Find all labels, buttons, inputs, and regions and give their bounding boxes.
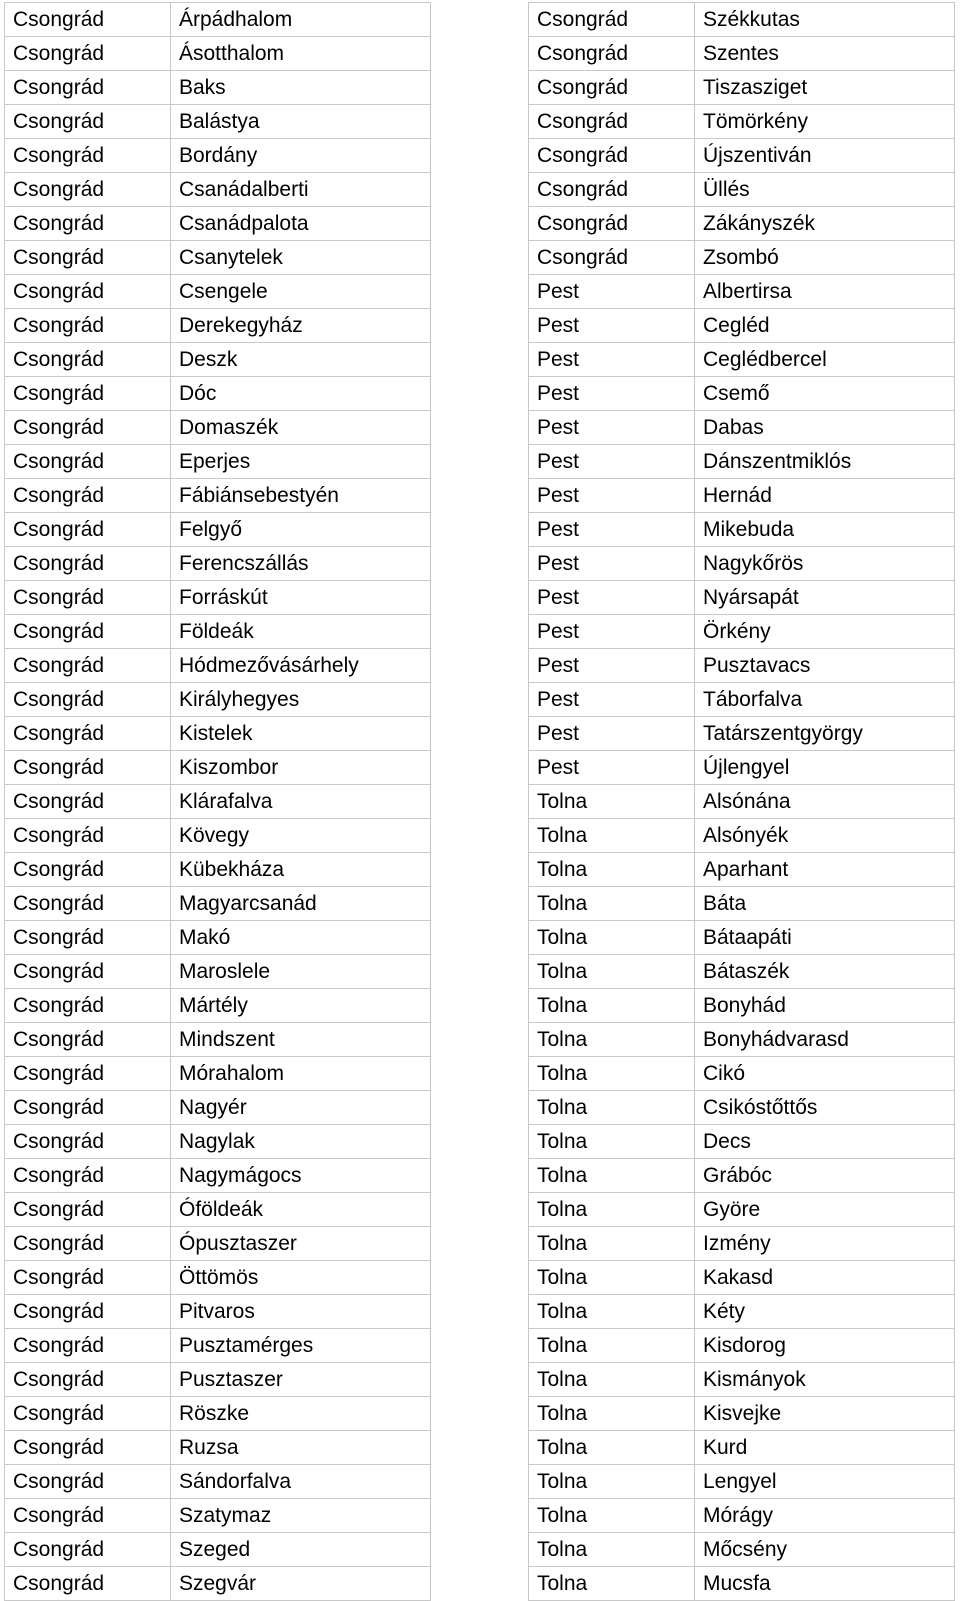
- settlement-cell: Forráskút: [171, 581, 431, 615]
- settlement-cell: Tatárszentgyörgy: [695, 717, 955, 751]
- county-cell: Csongrád: [5, 955, 171, 989]
- settlement-cell: Kismányok: [695, 1363, 955, 1397]
- county-cell: Tolna: [529, 1465, 695, 1499]
- table-row: [5, 1567, 431, 1601]
- table-row: [5, 1091, 431, 1125]
- county-cell: Tolna: [529, 989, 695, 1023]
- table-row: [5, 309, 431, 343]
- table-row: [529, 615, 955, 649]
- table-row: [5, 921, 431, 955]
- county-cell: Tolna: [529, 1533, 695, 1567]
- county-cell: Csongrád: [5, 887, 171, 921]
- table-row: [529, 37, 955, 71]
- settlement-cell: Nagylak: [171, 1125, 431, 1159]
- settlement-cell: Mindszent: [171, 1023, 431, 1057]
- table-row: [5, 989, 431, 1023]
- table-row: [5, 649, 431, 683]
- county-cell: Tolna: [529, 1023, 695, 1057]
- settlement-cell: Alsónyék: [695, 819, 955, 853]
- table-row: [5, 139, 431, 173]
- table-row: [529, 411, 955, 445]
- county-cell: Csongrád: [5, 513, 171, 547]
- table-row: [5, 37, 431, 71]
- table-row: [5, 581, 431, 615]
- settlement-cell: Kisvejke: [695, 1397, 955, 1431]
- table-row: [5, 1193, 431, 1227]
- settlement-cell: Hódmezővásárhely: [171, 649, 431, 683]
- settlement-cell: Dóc: [171, 377, 431, 411]
- county-cell: Csongrád: [529, 173, 695, 207]
- settlement-cell: Szeged: [171, 1533, 431, 1567]
- settlement-cell: Pusztavacs: [695, 649, 955, 683]
- county-cell: Tolna: [529, 1397, 695, 1431]
- county-cell: Csongrád: [5, 139, 171, 173]
- county-cell: Csongrád: [529, 241, 695, 275]
- county-cell: Pest: [529, 411, 695, 445]
- table-row: [5, 1227, 431, 1261]
- table-row: [529, 547, 955, 581]
- settlement-cell: Nagymágocs: [171, 1159, 431, 1193]
- table-row: [5, 1397, 431, 1431]
- county-cell: Csongrád: [529, 105, 695, 139]
- settlement-cell: Újszentiván: [695, 139, 955, 173]
- table-row: [5, 955, 431, 989]
- county-cell: Csongrád: [5, 1465, 171, 1499]
- settlement-cell: Mórahalom: [171, 1057, 431, 1091]
- settlement-cell: Albertirsa: [695, 275, 955, 309]
- county-cell: Pest: [529, 479, 695, 513]
- settlement-cell: Csikóstőttős: [695, 1091, 955, 1125]
- table-row: [5, 377, 431, 411]
- county-cell: Pest: [529, 683, 695, 717]
- county-cell: Csongrád: [5, 3, 171, 37]
- county-cell: Csongrád: [5, 649, 171, 683]
- settlement-cell: Felgyő: [171, 513, 431, 547]
- settlement-cell: Örkény: [695, 615, 955, 649]
- settlement-cell: Derekegyház: [171, 309, 431, 343]
- county-cell: Csongrád: [5, 1295, 171, 1329]
- county-cell: Csongrád: [5, 1159, 171, 1193]
- county-cell: Csongrád: [5, 275, 171, 309]
- county-cell: Csongrád: [5, 547, 171, 581]
- table-row: [5, 853, 431, 887]
- settlement-cell: Röszke: [171, 1397, 431, 1431]
- settlement-cell: Domaszék: [171, 411, 431, 445]
- table-row: [529, 1295, 955, 1329]
- county-cell: Tolna: [529, 1261, 695, 1295]
- table-row: [5, 717, 431, 751]
- settlement-cell: Földeák: [171, 615, 431, 649]
- county-cell: Csongrád: [529, 37, 695, 71]
- settlement-cell: Mórágy: [695, 1499, 955, 1533]
- settlement-cell: Klárafalva: [171, 785, 431, 819]
- county-cell: Csongrád: [5, 1261, 171, 1295]
- settlement-cell: Dabas: [695, 411, 955, 445]
- table-row: [529, 581, 955, 615]
- settlement-cell: Szentes: [695, 37, 955, 71]
- table-row: [529, 989, 955, 1023]
- settlement-cell: Üllés: [695, 173, 955, 207]
- county-cell: Csongrád: [5, 1431, 171, 1465]
- table-row: [529, 751, 955, 785]
- table-row: [529, 887, 955, 921]
- county-cell: Csongrád: [5, 309, 171, 343]
- settlement-cell: Decs: [695, 1125, 955, 1159]
- table-row: [529, 513, 955, 547]
- table-row: [5, 1261, 431, 1295]
- county-cell: Pest: [529, 717, 695, 751]
- county-cell: Csongrád: [5, 853, 171, 887]
- settlement-cell: Árpádhalom: [171, 3, 431, 37]
- table-row: [529, 853, 955, 887]
- table-row: [5, 71, 431, 105]
- settlement-cell: Nyársapát: [695, 581, 955, 615]
- table-row: [529, 1499, 955, 1533]
- table-row: [5, 751, 431, 785]
- settlement-cell: Tömörkény: [695, 105, 955, 139]
- settlements-table-right: [528, 2, 955, 1601]
- settlement-cell: Balástya: [171, 105, 431, 139]
- table-row: [529, 445, 955, 479]
- county-cell: Tolna: [529, 1295, 695, 1329]
- settlement-cell: Eperjes: [171, 445, 431, 479]
- settlement-cell: Nagykőrös: [695, 547, 955, 581]
- county-cell: Csongrád: [5, 1499, 171, 1533]
- table-row: [529, 309, 955, 343]
- settlement-cell: Mőcsény: [695, 1533, 955, 1567]
- settlement-cell: Kisdorog: [695, 1329, 955, 1363]
- settlement-cell: Kistelek: [171, 717, 431, 751]
- settlement-cell: Szatymaz: [171, 1499, 431, 1533]
- table-row: [5, 1363, 431, 1397]
- settlement-cell: Kübekháza: [171, 853, 431, 887]
- settlement-cell: Királyhegyes: [171, 683, 431, 717]
- county-cell: Tolna: [529, 785, 695, 819]
- county-cell: Tolna: [529, 1227, 695, 1261]
- settlement-cell: Baks: [171, 71, 431, 105]
- settlement-cell: Mártély: [171, 989, 431, 1023]
- table-row: [529, 343, 955, 377]
- county-cell: Tolna: [529, 1499, 695, 1533]
- county-cell: Csongrád: [5, 1193, 171, 1227]
- county-cell: Tolna: [529, 819, 695, 853]
- settlement-cell: Mikebuda: [695, 513, 955, 547]
- settlement-cell: Csanádpalota: [171, 207, 431, 241]
- settlement-cell: Aparhant: [695, 853, 955, 887]
- settlement-cell: Ceglédbercel: [695, 343, 955, 377]
- settlement-cell: Cegléd: [695, 309, 955, 343]
- settlement-cell: Székkutas: [695, 3, 955, 37]
- settlement-cell: Pitvaros: [171, 1295, 431, 1329]
- county-cell: Pest: [529, 615, 695, 649]
- table-row: [5, 819, 431, 853]
- county-cell: Csongrád: [5, 989, 171, 1023]
- settlement-cell: Öttömös: [171, 1261, 431, 1295]
- county-cell: Tolna: [529, 1125, 695, 1159]
- settlement-cell: Nagyér: [171, 1091, 431, 1125]
- settlement-cell: Szegvár: [171, 1567, 431, 1601]
- table-row: [5, 411, 431, 445]
- county-cell: Tolna: [529, 1057, 695, 1091]
- county-cell: Csongrád: [5, 105, 171, 139]
- table-row: [529, 1159, 955, 1193]
- county-cell: Csongrád: [5, 479, 171, 513]
- table-row: [5, 513, 431, 547]
- settlement-cell: Bonyhádvarasd: [695, 1023, 955, 1057]
- county-cell: Csongrád: [5, 241, 171, 275]
- county-cell: Tolna: [529, 853, 695, 887]
- county-cell: Csongrád: [5, 819, 171, 853]
- table-row: [529, 1057, 955, 1091]
- settlement-cell: Kiszombor: [171, 751, 431, 785]
- settlement-cell: Csemő: [695, 377, 955, 411]
- table-row: [529, 1363, 955, 1397]
- county-cell: Csongrád: [5, 1567, 171, 1601]
- table-row: [529, 717, 955, 751]
- settlement-cell: Kéty: [695, 1295, 955, 1329]
- table-row: [5, 1329, 431, 1363]
- table-row: [529, 683, 955, 717]
- county-cell: Pest: [529, 445, 695, 479]
- table-row: [529, 207, 955, 241]
- county-cell: Csongrád: [529, 207, 695, 241]
- county-cell: Csongrád: [5, 411, 171, 445]
- table-row: [5, 173, 431, 207]
- table-row: [5, 1159, 431, 1193]
- county-cell: Csongrád: [5, 785, 171, 819]
- settlement-cell: Györe: [695, 1193, 955, 1227]
- table-row: [5, 1533, 431, 1567]
- settlement-cell: Deszk: [171, 343, 431, 377]
- settlement-cell: Csanádalberti: [171, 173, 431, 207]
- table-row: [5, 343, 431, 377]
- settlement-cell: Kakasd: [695, 1261, 955, 1295]
- county-cell: Csongrád: [5, 1091, 171, 1125]
- settlement-cell: Zsombó: [695, 241, 955, 275]
- settlement-cell: Ruzsa: [171, 1431, 431, 1465]
- table-row: [529, 275, 955, 309]
- settlement-cell: Bordány: [171, 139, 431, 173]
- county-cell: Csongrád: [5, 1227, 171, 1261]
- table-row: [529, 173, 955, 207]
- table-row: [5, 1499, 431, 1533]
- county-cell: Tolna: [529, 1567, 695, 1601]
- county-cell: Tolna: [529, 1431, 695, 1465]
- table-row: [5, 207, 431, 241]
- county-cell: Csongrád: [5, 71, 171, 105]
- table-row: [529, 1193, 955, 1227]
- table-row: [529, 785, 955, 819]
- settlement-cell: Pusztamérges: [171, 1329, 431, 1363]
- county-cell: Csongrád: [5, 1397, 171, 1431]
- table-row: [529, 1261, 955, 1295]
- table-row: [5, 241, 431, 275]
- county-cell: Csongrád: [5, 207, 171, 241]
- settlement-cell: Báta: [695, 887, 955, 921]
- county-cell: Csongrád: [5, 1533, 171, 1567]
- settlement-cell: Kövegy: [171, 819, 431, 853]
- county-cell: Pest: [529, 581, 695, 615]
- county-cell: Pest: [529, 649, 695, 683]
- table-row: [529, 105, 955, 139]
- settlement-cell: Pusztaszer: [171, 1363, 431, 1397]
- county-cell: Csongrád: [5, 445, 171, 479]
- county-cell: Csongrád: [529, 139, 695, 173]
- settlement-cell: Dánszentmiklós: [695, 445, 955, 479]
- table-row: [5, 445, 431, 479]
- table-row: [529, 649, 955, 683]
- settlement-cell: Cikó: [695, 1057, 955, 1091]
- table-row: [529, 1397, 955, 1431]
- table-row: [5, 1295, 431, 1329]
- table-row: [529, 139, 955, 173]
- settlement-cell: Kurd: [695, 1431, 955, 1465]
- table-body-right: [529, 3, 955, 1601]
- settlement-cell: Maroslele: [171, 955, 431, 989]
- settlement-cell: Újlengyel: [695, 751, 955, 785]
- settlement-cell: Zákányszék: [695, 207, 955, 241]
- table-row: [529, 1567, 955, 1601]
- settlement-cell: Sándorfalva: [171, 1465, 431, 1499]
- table-row: [5, 1023, 431, 1057]
- table-row: [5, 683, 431, 717]
- settlement-cell: Bátaapáti: [695, 921, 955, 955]
- table-row: [529, 241, 955, 275]
- county-cell: Csongrád: [5, 343, 171, 377]
- county-cell: Csongrád: [529, 71, 695, 105]
- settlement-cell: Magyarcsanád: [171, 887, 431, 921]
- county-cell: Csongrád: [5, 751, 171, 785]
- settlement-cell: Óföldeák: [171, 1193, 431, 1227]
- settlement-cell: Bonyhád: [695, 989, 955, 1023]
- county-cell: Csongrád: [5, 615, 171, 649]
- table-row: [5, 547, 431, 581]
- county-cell: Pest: [529, 377, 695, 411]
- county-cell: Csongrád: [5, 683, 171, 717]
- table-row: [5, 1465, 431, 1499]
- table-row: [529, 1533, 955, 1567]
- county-cell: Csongrád: [5, 1057, 171, 1091]
- county-cell: Pest: [529, 751, 695, 785]
- settlement-cell: Alsónána: [695, 785, 955, 819]
- settlement-cell: Ásotthalom: [171, 37, 431, 71]
- county-cell: Pest: [529, 343, 695, 377]
- table-row: [5, 887, 431, 921]
- settlement-cell: Hernád: [695, 479, 955, 513]
- settlement-cell: Táborfalva: [695, 683, 955, 717]
- settlement-cell: Tiszasziget: [695, 71, 955, 105]
- table-row: [529, 955, 955, 989]
- county-cell: Csongrád: [5, 37, 171, 71]
- settlement-cell: Csanytelek: [171, 241, 431, 275]
- settlement-cell: Ferencszállás: [171, 547, 431, 581]
- table-row: [5, 785, 431, 819]
- county-cell: Csongrád: [5, 1363, 171, 1397]
- table-row: [529, 479, 955, 513]
- county-cell: Pest: [529, 547, 695, 581]
- county-cell: Tolna: [529, 955, 695, 989]
- table-row: [529, 1227, 955, 1261]
- settlement-cell: Mucsfa: [695, 1567, 955, 1601]
- table-row: [529, 1125, 955, 1159]
- table-row: [529, 377, 955, 411]
- county-cell: Csongrád: [5, 377, 171, 411]
- table-row: [529, 1465, 955, 1499]
- table-row: [529, 921, 955, 955]
- table-row: [5, 275, 431, 309]
- table-row: [529, 819, 955, 853]
- table-row: [529, 1329, 955, 1363]
- county-cell: Pest: [529, 513, 695, 547]
- table-row: [5, 3, 431, 37]
- settlement-cell: Csengele: [171, 275, 431, 309]
- county-cell: Tolna: [529, 1329, 695, 1363]
- county-cell: Csongrád: [5, 1023, 171, 1057]
- table-row: [529, 1023, 955, 1057]
- table-body-left: [5, 3, 431, 1601]
- county-cell: Pest: [529, 275, 695, 309]
- county-cell: Tolna: [529, 887, 695, 921]
- settlements-table-left: [4, 2, 431, 1601]
- table-row: [529, 71, 955, 105]
- county-cell: Pest: [529, 309, 695, 343]
- county-cell: Csongrád: [5, 921, 171, 955]
- county-cell: Tolna: [529, 921, 695, 955]
- table-row: [5, 615, 431, 649]
- county-cell: Csongrád: [5, 1125, 171, 1159]
- settlement-cell: Ópusztaszer: [171, 1227, 431, 1261]
- table-row: [5, 479, 431, 513]
- settlement-cell: Fábiánsebestyén: [171, 479, 431, 513]
- table-row: [529, 1431, 955, 1465]
- table-row: [5, 105, 431, 139]
- county-cell: Csongrád: [5, 581, 171, 615]
- county-cell: Tolna: [529, 1193, 695, 1227]
- settlement-cell: Grábóc: [695, 1159, 955, 1193]
- county-cell: Tolna: [529, 1159, 695, 1193]
- county-cell: Tolna: [529, 1091, 695, 1125]
- county-cell: Csongrád: [5, 1329, 171, 1363]
- settlement-cell: Izmény: [695, 1227, 955, 1261]
- settlement-cell: Lengyel: [695, 1465, 955, 1499]
- county-cell: Csongrád: [5, 173, 171, 207]
- county-cell: Csongrád: [529, 3, 695, 37]
- table-row: [529, 3, 955, 37]
- table-row: [529, 1091, 955, 1125]
- county-cell: Tolna: [529, 1363, 695, 1397]
- settlement-cell: Makó: [171, 921, 431, 955]
- table-row: [5, 1057, 431, 1091]
- table-row: [5, 1125, 431, 1159]
- settlement-cell: Bátaszék: [695, 955, 955, 989]
- county-cell: Csongrád: [5, 717, 171, 751]
- table-row: [5, 1431, 431, 1465]
